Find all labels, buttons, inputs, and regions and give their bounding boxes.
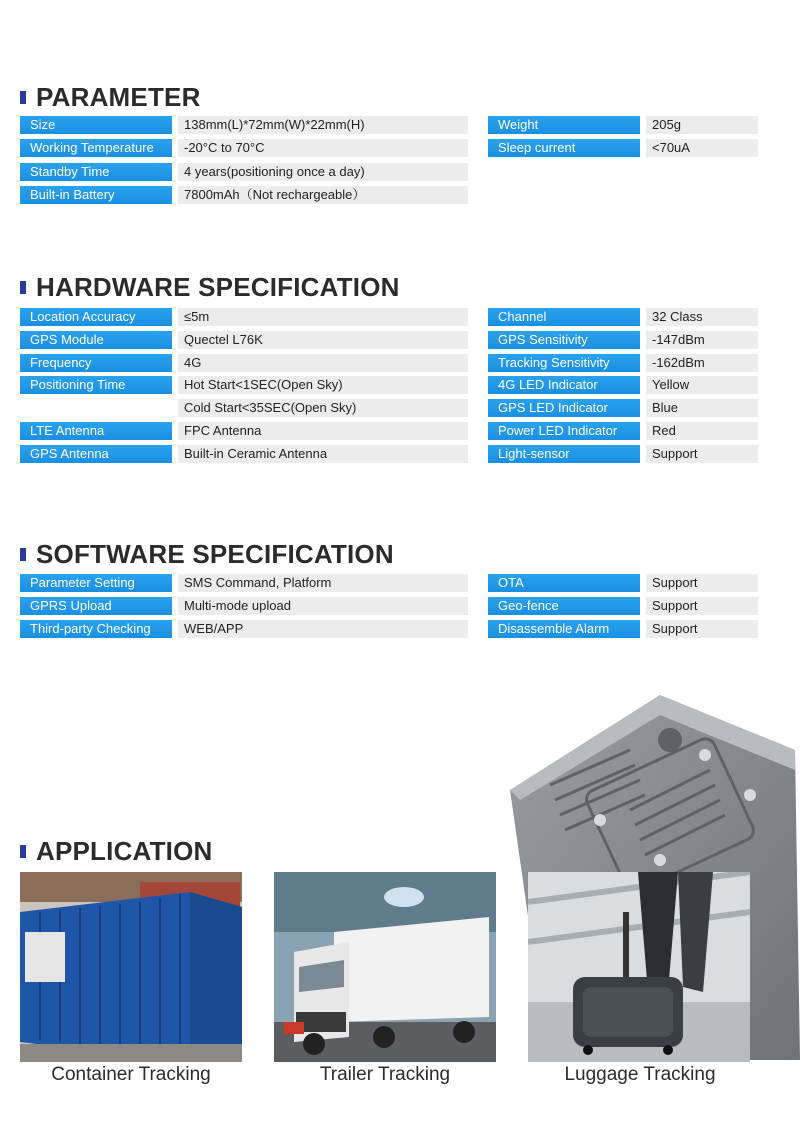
- container-photo-icon: [20, 872, 242, 1062]
- spec-label: Standby Time: [20, 163, 172, 181]
- spec-value: 32 Class: [646, 308, 758, 326]
- spec-row: [488, 597, 758, 615]
- spec-label: Third-party Checking: [20, 620, 172, 638]
- spec-label: GPS Antenna: [20, 445, 172, 463]
- spec-label: Built-in Battery: [20, 186, 172, 204]
- spec-label: Tracking Sensitivity: [488, 354, 640, 372]
- spec-value: Support: [646, 620, 758, 638]
- spec-row: [488, 620, 758, 638]
- spec-value: -162dBm: [646, 354, 758, 372]
- spec-value: Support: [646, 574, 758, 592]
- spec-label: GPS Sensitivity: [488, 331, 640, 349]
- spec-row: [20, 620, 468, 638]
- spec-row: [488, 116, 758, 134]
- software-heading: SOFTWARE SPECIFICATION: [20, 539, 394, 570]
- heading-marker: [20, 91, 26, 104]
- spec-row: [488, 354, 758, 372]
- heading-marker: [20, 548, 26, 561]
- spec-value: Yellow: [646, 376, 758, 394]
- spec-value: SMS Command, Platform: [178, 574, 468, 592]
- spec-row: [20, 163, 468, 181]
- spec-label: Power LED Indicator: [488, 422, 640, 440]
- spec-row: [20, 422, 468, 440]
- spec-label: Location Accuracy: [20, 308, 172, 326]
- spec-label: Working Temperature: [20, 139, 172, 157]
- spec-value: ≤5m: [178, 308, 468, 326]
- spec-row: [488, 399, 758, 417]
- spec-label: Positioning Time: [20, 376, 172, 394]
- spec-value: WEB/APP: [178, 620, 468, 638]
- spec-row: [488, 308, 758, 326]
- spec-value: Quectel L76K: [178, 331, 468, 349]
- luggage-photo-icon: [528, 872, 750, 1062]
- spec-label: OTA: [488, 574, 640, 592]
- spec-value: 138mm(L)*72mm(W)*22mm(H): [178, 116, 468, 134]
- spec-label: 4G LED Indicator: [488, 376, 640, 394]
- spec-row: [488, 422, 758, 440]
- spec-row: [20, 597, 468, 615]
- spec-value: <70uA: [646, 139, 758, 157]
- application-caption: Container Tracking: [51, 1064, 211, 1085]
- spec-value: -147dBm: [646, 331, 758, 349]
- spec-label: GPS Module: [20, 331, 172, 349]
- spec-value: Built-in Ceramic Antenna: [178, 445, 468, 463]
- application-caption: Trailer Tracking: [319, 1064, 451, 1085]
- spec-label: Channel: [488, 308, 640, 326]
- spec-value: Support: [646, 445, 758, 463]
- spec-label: [20, 399, 172, 417]
- spec-label: Light-sensor: [488, 445, 640, 463]
- spec-row: [20, 445, 468, 463]
- spec-label: Size: [20, 116, 172, 134]
- spec-row: [20, 186, 468, 204]
- spec-row: [20, 139, 468, 157]
- spec-label: Geo-fence: [488, 597, 640, 615]
- spec-label: Weight: [488, 116, 640, 134]
- spec-value: 7800mAh（Not rechargeable）: [178, 186, 468, 204]
- hardware-heading: HARDWARE SPECIFICATION: [20, 272, 400, 303]
- spec-label: LTE Antenna: [20, 422, 172, 440]
- spec-value: 4G: [178, 354, 468, 372]
- spec-value: 205g: [646, 116, 758, 134]
- spec-row: [488, 376, 758, 394]
- application-caption: Luggage Tracking: [564, 1064, 716, 1085]
- spec-row: [20, 116, 468, 134]
- spec-row: [20, 308, 468, 326]
- spec-row: [20, 376, 468, 394]
- spec-label: Frequency: [20, 354, 172, 372]
- spec-row: [20, 399, 468, 417]
- spec-value: Multi-mode upload: [178, 597, 468, 615]
- spec-label: GPS LED Indicator: [488, 399, 640, 417]
- spec-value: Red: [646, 422, 758, 440]
- spec-row: [20, 331, 468, 349]
- spec-row: [488, 139, 758, 157]
- spec-value: FPC Antenna: [178, 422, 468, 440]
- spec-value: Support: [646, 597, 758, 615]
- spec-value: Cold Start<35SEC(Open Sky): [178, 399, 468, 417]
- spec-value: Blue: [646, 399, 758, 417]
- application-heading: APPLICATION: [20, 836, 213, 867]
- spec-row: [488, 331, 758, 349]
- heading-marker: [20, 845, 26, 858]
- spec-row: [20, 354, 468, 372]
- heading-marker: [20, 281, 26, 294]
- spec-label: Parameter Setting: [20, 574, 172, 592]
- spec-row: [20, 574, 468, 592]
- spec-value: Hot Start<1SEC(Open Sky): [178, 376, 468, 394]
- spec-label: Disassemble Alarm: [488, 620, 640, 638]
- spec-value: 4 years(positioning once a day): [178, 163, 468, 181]
- spec-label: GPRS Upload: [20, 597, 172, 615]
- spec-value: -20°C to 70°C: [178, 139, 468, 157]
- parameter-heading: PARAMETER: [20, 82, 201, 113]
- spec-row: [488, 445, 758, 463]
- truck-photo-icon: [274, 872, 496, 1062]
- spec-row: [488, 574, 758, 592]
- spec-label: Sleep current: [488, 139, 640, 157]
